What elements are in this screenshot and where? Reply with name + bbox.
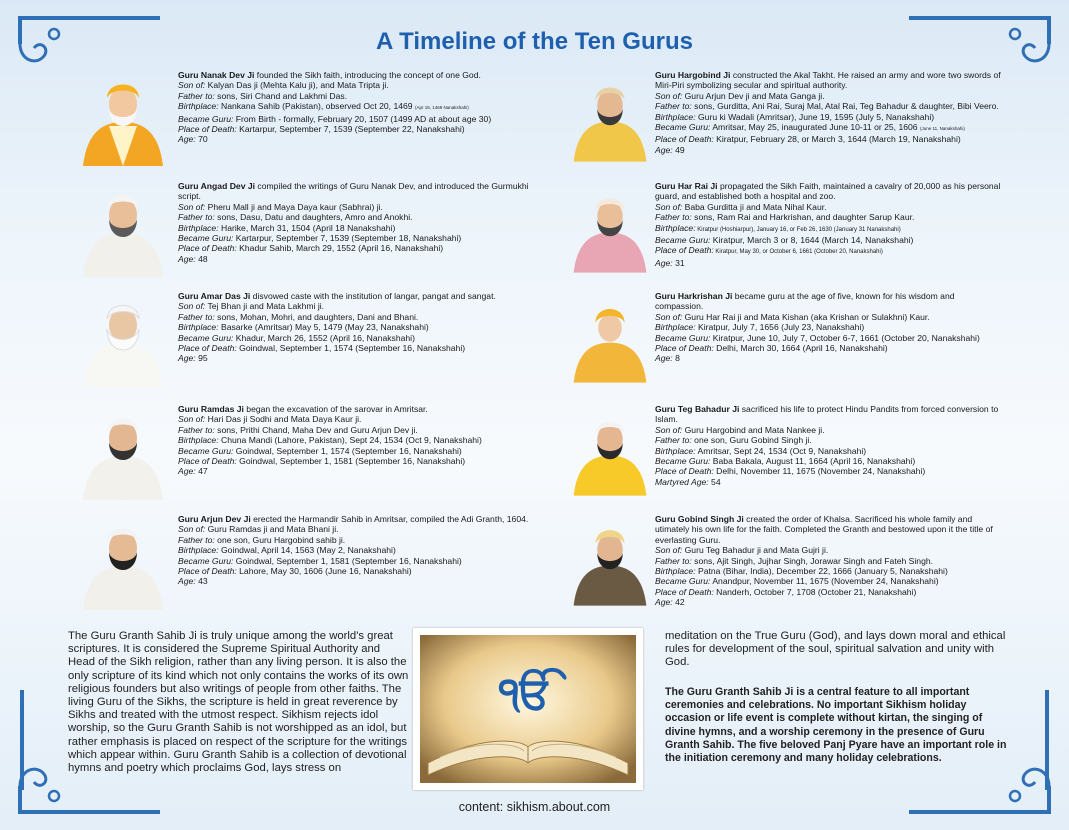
birthplace: Chuna Mandi (Lahore, Pakistan), Sept 24, 1534 (Oct 9, Nanakshahi) xyxy=(218,435,482,446)
label: Age: xyxy=(178,134,196,145)
became-guru: Baba Bakala, August 11, 1664 (April 16, Nanakshahi) xyxy=(710,456,916,467)
place-of-death: Kartarpur, September 7, 1539 (September 22, Nanakshahi) xyxy=(236,124,465,135)
ceremonies-paragraph xyxy=(665,686,1010,765)
became-guru: From Birth - formally, February 20, 1507 (1499 AD at about age 30) xyxy=(233,113,492,124)
label: Place of Death: xyxy=(655,343,714,354)
label: Became Guru: xyxy=(178,445,234,456)
guru-name: Guru Nanak Dev Ji xyxy=(178,70,255,80)
guru-name: Guru Harkrishan Ji xyxy=(655,291,733,301)
guru-name: Guru Teg Bahadur Ji xyxy=(655,404,740,414)
place-of-death: Delhi, March 30, 1664 (April 16, Nanakshahi) xyxy=(713,343,888,354)
label: Became Guru: xyxy=(178,113,234,124)
label: Birthplace: xyxy=(655,222,696,233)
became-guru: Khadur, March 26, 1552 (April 16, Nanakshahi) xyxy=(233,332,415,343)
father-to: one son, Guru Gobind Singh ji. xyxy=(691,435,812,446)
guru-entry-nanak xyxy=(79,70,549,170)
father-to: sons, Ram Rai and Harkrishan, and daughter Sarup Kaur. xyxy=(691,212,915,223)
label: Birthplace: xyxy=(178,545,219,556)
place-of-death: Delhi, November 11, 1675 (November 24, Nanakshahi) xyxy=(713,466,926,477)
father-to: sons, Mohan, Mohri, and daughters, Dani and Bhani. xyxy=(214,311,419,322)
label: Birthplace: xyxy=(178,222,219,233)
label: Father to: xyxy=(178,534,215,545)
content-credit: content: sikhism.about.com xyxy=(458,800,611,814)
son-of: Hari Das ji Sodhi and Mata Daya Kaur ji. xyxy=(205,414,362,425)
son-of: Guru Hargobind and Mata Nankee ji. xyxy=(682,424,825,435)
place-of-death: Goindwal, September 1, 1581 (September 16, Nanakshahi) xyxy=(236,456,466,467)
label: Became Guru: xyxy=(178,233,234,244)
guru-entry-harkrishan xyxy=(570,291,1040,391)
son-of: Guru Ramdas ji and Mata Bhani ji. xyxy=(205,524,339,535)
father-to: sons, Siri Chand and Lakhmi Das. xyxy=(214,90,348,101)
guru-description: created the order of Khalsa. Sacrificed his whole family and utimately his own life for the faith. Completed the Granth and bestowed upon it the title of everlasting Guru. xyxy=(655,514,993,545)
border-bar-right xyxy=(1045,690,1049,790)
label: Became Guru: xyxy=(178,332,234,343)
intro-left-text: The Guru Granth Sahib Ji is truly unique among the world's great scriptures. It is considered the Supreme Spiritual Authority and Head of the Sikh religion, rather than any living person. It is also the only scripture of its kind which not only contains the works of its own religious founders but also writings of people from other faiths. The living Guru of the Sikhs, the scripture is held in great reverence by Sikhs and treated with the utmost respect. Sikhism rejects idol worship, so the Guru Granth Sahib is not worshipped as an idol, but rather emphasis is placed on respect of the scripture for the writings which appear within. Guru Granth Sahib is a collection of devotional hymns and poetry which proclaims God, lays stress on xyxy=(68,630,409,775)
guru-name: Guru Gobind Singh Ji xyxy=(655,514,744,524)
label: Place of Death: xyxy=(178,343,237,354)
son-of: Baba Gurditta ji and Mata Nihal Kaur. xyxy=(682,201,827,212)
birthplace: Kiratpur, July 7, 1656 (July 23, Nanakshahi) xyxy=(695,322,865,333)
label: Son of: xyxy=(655,90,683,101)
place-of-death: Nanderh, October 7, 1708 (October 21, Nanakshahi) xyxy=(713,586,917,597)
label: Birthplace: xyxy=(178,101,219,112)
label: Place of Death: xyxy=(655,586,714,597)
label: Became Guru: xyxy=(655,332,711,343)
place-of-death: Khadur Sahib, March 29, 1552 (April 16, Nanakshahi) xyxy=(236,243,444,254)
son-of: Guru Har Rai ji and Mata Kishan (aka Krishan or Sulakhni) Kaur. xyxy=(682,311,930,322)
became-guru: Goindwal, September 1, 1581 (September 16, Nanakshahi) xyxy=(233,555,462,566)
guru-description: founded the Sikh faith, introducing the concept of one God. xyxy=(254,70,481,80)
guru-granth-sahib-image xyxy=(413,628,643,790)
intro-left-paragraph xyxy=(68,630,410,775)
guru-entry-gobind-singh xyxy=(570,514,1040,614)
label: Martyred Age: xyxy=(655,476,709,487)
label: Father to: xyxy=(178,424,215,435)
label: Birthplace: xyxy=(178,322,219,333)
became-guru: Amritsar, May 25, inaugurated June 10-11 or 25, 1606 xyxy=(710,122,918,133)
birthplace: Basarke (Amritsar) May 5, 1479 (May 23, Nanakshahi) xyxy=(218,322,429,333)
son-of: Guru Teg Bahadur ji and Mata Gujri ji. xyxy=(682,545,829,556)
label: Became Guru: xyxy=(655,576,711,587)
became-guru: Kiratpur, June 10, July 7, October 6-7, 1661 (October 20, Nanakshahi) xyxy=(710,332,980,343)
label: Place of Death: xyxy=(178,243,237,254)
father-to: sons, Dasu, Datu and daughters, Amro and Anokhi. xyxy=(214,212,413,223)
label: Son of: xyxy=(178,301,206,312)
guru-portrait xyxy=(79,181,167,277)
son-of: Guru Arjun Dev ji and Mata Ganga ji. xyxy=(682,90,825,101)
label: Son of: xyxy=(178,80,206,91)
label: Father to: xyxy=(178,311,215,322)
birthplace: Nankana Sahib (Pakistan), observed Oct 20, 1469 xyxy=(218,101,413,112)
birthplace: Patna (Bihar, India), December 22, 1666 (January 5, Nanakshahi) xyxy=(695,566,948,577)
label: Birthplace: xyxy=(178,435,219,446)
age: 70 xyxy=(195,134,208,145)
became-guru: Goindwal, September 1, 1574 (September 16, Nanakshahi) xyxy=(233,445,462,456)
guru-portrait xyxy=(79,70,167,166)
became-guru: Anandpur, November 11, 1675 (November 24, Nanakshahi) xyxy=(710,576,939,587)
label: Age: xyxy=(655,353,673,364)
label: Age: xyxy=(655,597,673,608)
age: 42 xyxy=(672,597,685,608)
guru-description: propagated the Sikh Faith, maintained a cavalry of 20,000 as his personal guard, and established both a hospital and zoo. xyxy=(655,181,1001,202)
became-guru: Kartarpur, September 7, 1539 (September 18, Nanakshahi) xyxy=(233,233,462,244)
label: Age: xyxy=(178,466,196,477)
became-guru: Kiratpur, March 3 or 8, 1644 (March 14, Nanakshahi) xyxy=(710,235,914,246)
son-of: Pheru Mall ji and Maya Daya kaur (Sabhrai) ji. xyxy=(205,201,383,212)
label: Became Guru: xyxy=(655,235,711,246)
age: 54 xyxy=(708,476,721,487)
label: Son of: xyxy=(655,311,683,322)
intro-right-text: meditation on the True Guru (God), and lays down moral and ethical rules for development of the soul, spiritual salvation and unity with God. xyxy=(665,630,1006,669)
guru-description: became guru at the age of five, known for his wisdom and compassion. xyxy=(655,291,955,312)
guru-portrait xyxy=(570,404,650,500)
guru-entry-arjun-dev xyxy=(79,514,549,614)
label: Place of Death: xyxy=(178,566,237,577)
became-note: (June 11, Nanakshahi) xyxy=(919,126,965,132)
guru-portrait xyxy=(570,70,650,166)
label: Age: xyxy=(178,353,196,364)
label: Father to: xyxy=(655,101,692,112)
guru-name: Guru Arjun Dev Ji xyxy=(178,514,251,524)
guru-portrait xyxy=(570,291,650,387)
age: 8 xyxy=(672,353,680,364)
birthplace: Goindwal, April 14, 1563 (May 2, Nanakshahi) xyxy=(218,545,396,556)
birthplace: Harike, March 31, 1504 (April 18 Nanakshahi) xyxy=(218,222,396,233)
guru-entry-ramdas xyxy=(79,404,549,504)
label: Father to: xyxy=(178,90,215,101)
guru-description: compiled the writings of Guru Nanak Dev, and introduced the Gurmukhi script. xyxy=(178,181,529,202)
guru-name: Guru Ramdas Ji xyxy=(178,404,244,414)
border-bar-left xyxy=(20,690,24,790)
age: 31 xyxy=(672,257,685,268)
guru-portrait xyxy=(570,181,650,277)
birth-note: (Apr 15, 1469 Nanakshahi) xyxy=(414,105,469,111)
ceremonies-text: The Guru Granth Sahib Ji is a central feature to all important ceremonies and celebrations. No important Sikhism holiday occasion or life event is complete without kirtan, the singing of divine hymns, and a worship ceremony in the presence of Guru Granth Sahib. The five beloved Panj Pyare have an important role in the initiation ceremony and many holiday celebrations. xyxy=(665,686,1007,765)
guru-description: sacrificed his life to protect Hindu Pandits from forced conversion to Islam. xyxy=(655,404,999,425)
guru-description: disvowed caste with the institution of langar, pangat and sangat. xyxy=(250,291,496,301)
place-of-death: Goindwal, September 1, 1574 (September 16, Nanakshahi) xyxy=(236,343,466,354)
guru-portrait xyxy=(570,514,650,610)
age: 47 xyxy=(195,466,208,477)
guru-entry-amar-das xyxy=(79,291,549,391)
label: Son of: xyxy=(178,524,206,535)
guru-portrait xyxy=(79,291,167,387)
label: Father to: xyxy=(655,555,692,566)
label: Birthplace: xyxy=(655,445,696,456)
label: Place of Death: xyxy=(655,245,714,256)
father-to: one son, Guru Hargobind sahib ji. xyxy=(214,534,346,545)
son-of: Kalyan Das ji (Mehta Kalu ji), and Mata Tripta ji. xyxy=(205,80,389,91)
page-title: A Timeline of the Ten Gurus xyxy=(376,28,693,55)
guru-entry-angad xyxy=(79,181,549,281)
father-to: sons, Ajit Singh, Jujhar Singh, Jorawar Singh and Fateh Singh. xyxy=(691,555,934,566)
guru-name: Guru Angad Dev Ji xyxy=(178,181,256,191)
father-to: sons, Gurditta, Ani Rai, Suraj Mal, Atal Rai, Teg Bahadur & daughter, Bibi Veero. xyxy=(691,101,999,112)
guru-description: began the excavation of the sarovar in Amritsar. xyxy=(243,404,428,414)
guru-name: Guru Har Rai Ji xyxy=(655,181,718,191)
label: Father to: xyxy=(655,212,692,223)
guru-name: Guru Hargobind Ji xyxy=(655,70,731,80)
place-of-death: Lahore, May 30, 1606 (June 16, Nanakshahi) xyxy=(236,566,412,577)
birthplace: Amritsar, Sept 24, 1534 (Oct 9, Nanakshahi) xyxy=(695,445,867,456)
age: 48 xyxy=(195,253,208,264)
label: Place of Death: xyxy=(178,124,237,135)
place-of-death: Kiratpur, February 28, or March 3, 1644 (March 19, Nanakshahi) xyxy=(713,134,961,145)
label: Birthplace: xyxy=(655,566,696,577)
label: Birthplace: xyxy=(655,322,696,333)
guru-entry-teg-bahadur xyxy=(570,404,1040,504)
label: Became Guru: xyxy=(655,122,711,133)
label: Became Guru: xyxy=(178,555,234,566)
father-to: sons, Prithi Chand, Maha Dev and Guru Arjun Dev ji. xyxy=(214,424,418,435)
guru-entry-har-rai xyxy=(570,181,1040,281)
birthplace: Guru ki Wadali (Amritsar), June 19, 1595 (July 5, Nanakshahi) xyxy=(695,111,935,122)
label: Place of Death: xyxy=(178,456,237,467)
ik-onkar-symbol: ੴ xyxy=(499,668,553,719)
label: Place of Death: xyxy=(655,466,714,477)
age: 49 xyxy=(672,144,685,155)
label: Son of: xyxy=(178,414,206,425)
guru-name: Guru Amar Das Ji xyxy=(178,291,251,301)
label: Age: xyxy=(178,253,196,264)
guru-portrait xyxy=(79,514,167,610)
age: 43 xyxy=(195,576,208,587)
age: 95 xyxy=(195,353,208,364)
guru-entry-hargobind xyxy=(570,70,1040,170)
guru-portrait xyxy=(79,404,167,500)
place-of-death: Kiratpur, May 30, or October 6, 1661 (October 20, Nanakshahi) xyxy=(713,249,883,256)
label: Became Guru: xyxy=(655,456,711,467)
label: Place of Death: xyxy=(655,134,714,145)
guru-description: constructed the Akal Takht. He raised an army and wore two swords of Miri-Piri symbolizing secular and spiritual authority. xyxy=(655,70,1001,91)
label: Son of: xyxy=(655,201,683,212)
label: Age: xyxy=(655,257,673,268)
guru-description: erected the Harmandir Sahib in Amritsar, compiled the Adi Granth, 1604. xyxy=(250,514,529,524)
label: Birthplace: xyxy=(655,111,696,122)
label: Father to: xyxy=(178,212,215,223)
son-of: Tej Bhan ji and Mata Lakhmi ji. xyxy=(205,301,325,312)
label: Son of: xyxy=(655,424,683,435)
label: Father to: xyxy=(655,435,692,446)
intro-right-paragraph xyxy=(665,630,1010,670)
label: Son of: xyxy=(655,545,683,556)
birthplace: Kiratpur (Hoshiarpur), January 16, or Feb 26, 1630 (January 31 Nanakshahi) xyxy=(695,226,901,233)
label: Age: xyxy=(178,576,196,587)
label: Age: xyxy=(655,144,673,155)
label: Son of: xyxy=(178,201,206,212)
